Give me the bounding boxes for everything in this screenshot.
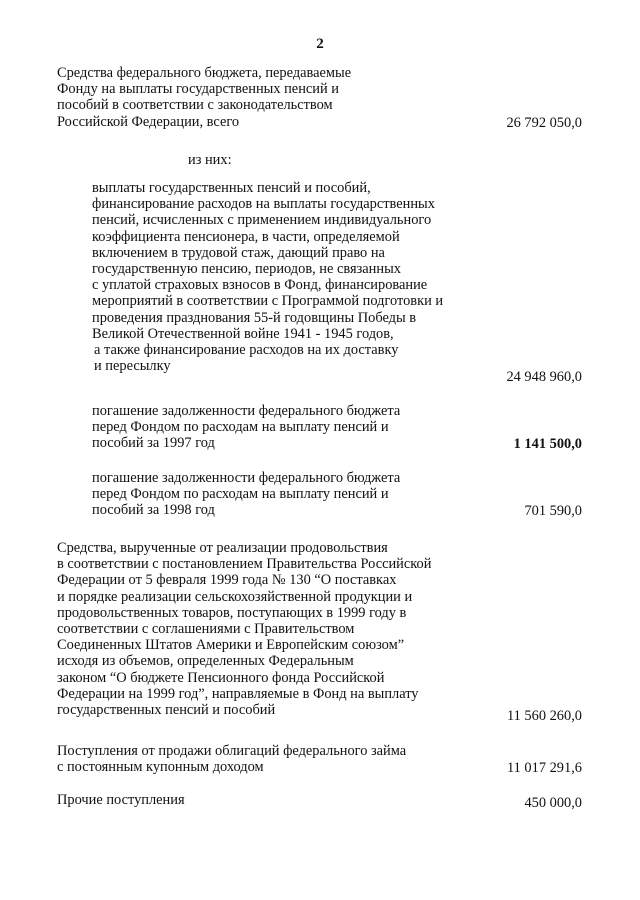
entry-debt-repayment-1997 [92,403,400,452]
entry-pension-payments [92,180,443,374]
entry-line: пособий в соответствии с законодательством [57,97,333,114]
entry-line: Средства федерального бюджета, передаваемые [57,65,352,81]
entry-other-receipts [57,792,185,808]
entry-line: пенсий, исчисленных с применением индивидуального [92,212,432,229]
page-number: 2 [316,36,324,52]
entry-line: перед Фондом по расходам на выплату пенсий и [92,486,389,503]
entry-line: и пересылку [94,358,171,375]
entry-line: Федерации от 5 февраля 1999 года № 130 “О поставках [57,572,397,589]
entry-line: пособий за 1997 год [92,435,215,452]
entry-line: с постоянным купонным доходом [57,759,264,776]
entry-line: включением в трудовой стаж, дающий право на [92,244,385,261]
entry-debt-repayment-1998 [92,470,400,519]
entry-line: Фонду на выплаты государственных пенсий и [57,81,339,98]
entry-line: государственную пенсию, периодов, не связанных [92,261,401,278]
entry-line: законом “О бюджете Пенсионного фонда Российской [57,669,385,686]
entry-line: с уплатой страховых взносов в Фонд, финансирование [92,277,428,294]
entry-line: продовольственных товаров, поступающих в 1999 году в [57,604,407,621]
entry-line: соответствии с соглашениями с Правительством [57,621,355,638]
entry-federal-budget-total [57,65,351,130]
entry-line: Великой Отечественной войне 1941 - 1945 годов, [92,325,394,342]
entry-line: перед Фондом по расходам на выплату пенсий и [92,419,389,436]
entry-line: исходя из объемов, определенных Федеральным [57,653,354,670]
amount-other-receipts: 450 000,0 [524,795,582,811]
entry-line: погашение задолженности федерального бюджета [92,403,401,419]
entry-line: государственных пенсий и пособий [57,702,276,719]
entry-line: в соответствии с постановлением Правительства Российской [57,556,432,573]
of-which-label: из них: [188,152,232,168]
entry-line: Поступления от продажи облигаций федерального займа [57,743,407,759]
entry-line: Российской Федерации, всего [57,113,240,130]
amount-debt-repayment-1997: 1 141 500,0 [513,436,582,452]
entry-line: Соединенных Штатов Америки и Европейским союзом” [57,637,405,654]
entry-line: Федерации на 1999 год”, направляемые в Фонд на выплату [57,685,419,702]
entry-line: финансирование расходов на выплаты государственных [92,196,435,213]
amount-federal-budget-total: 26 792 050,0 [506,115,582,131]
amount-pension-payments: 24 948 960,0 [506,369,582,385]
entry-line: Средства, вырученные от реализации продовольствия [57,540,388,556]
entry-line: проведения празднования 55-й годовщины Победы в [92,309,417,326]
entry-line: мероприятий в соответствии с Программой подготовки и [92,293,444,310]
entry-line: выплаты государственных пенсий и пособий, [92,180,371,196]
entry-line: и порядке реализации сельскохозяйственной продукции и [57,588,413,605]
entry-line: погашение задолженности федерального бюджета [92,470,401,486]
entry-bond-sales [57,743,406,775]
entry-line: Прочие поступления [57,792,185,808]
entry-food-sales-proceeds [57,540,431,718]
amount-debt-repayment-1998: 701 590,0 [524,503,582,519]
entry-line: а также финансирование расходов на их доставку [94,342,399,359]
amount-bond-sales: 11 017 291,6 [506,760,582,776]
entry-line: пособий за 1998 год [92,502,215,519]
entry-line: коэффициента пенсионера, в части, определяемой [92,228,400,245]
amount-food-sales-proceeds: 11 560 260,0 [506,708,582,724]
